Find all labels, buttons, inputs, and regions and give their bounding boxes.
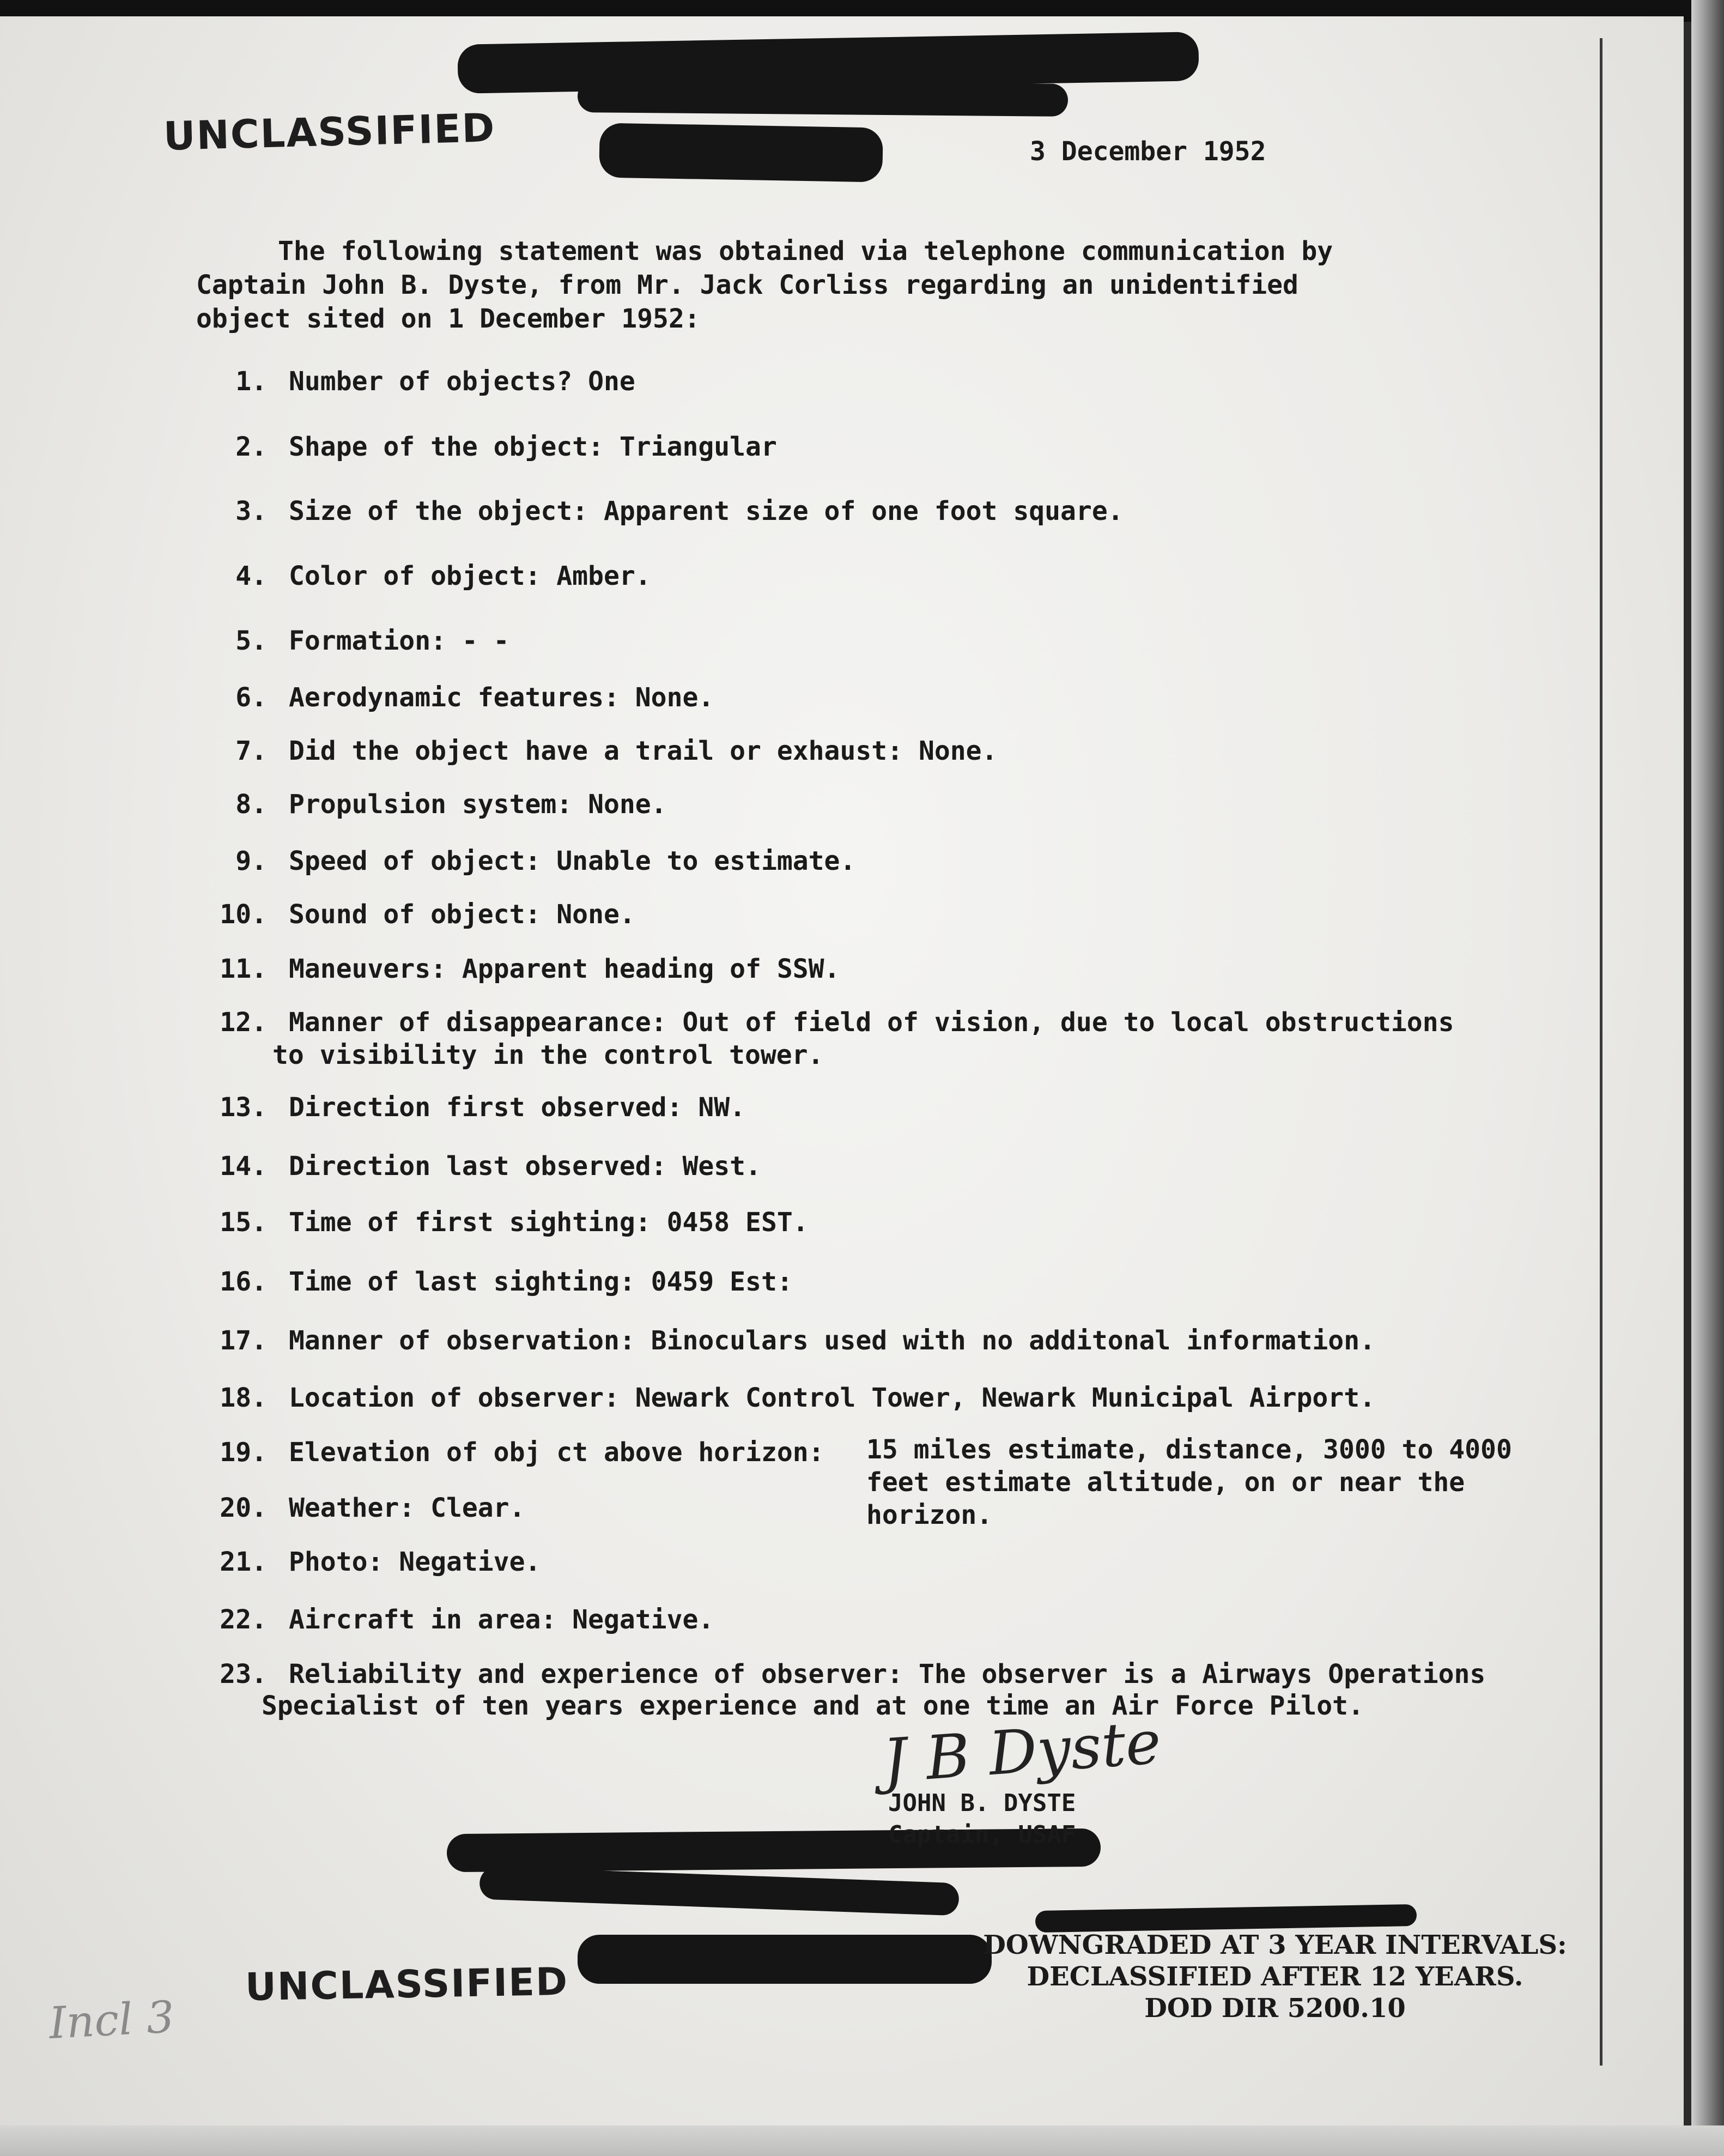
item-number: 18.	[220, 1383, 267, 1413]
item-number: 20.	[220, 1493, 267, 1523]
item-text: Shape of the object: Triangular	[289, 432, 777, 462]
item-number: 22.	[220, 1604, 267, 1635]
item-text: Speed of object: Unable to estimate.	[289, 846, 856, 876]
item-text: Reliability and experience of observer: The observer is a Airways Operations	[289, 1659, 1486, 1689]
intro-line: object sited on 1 December 1952:	[196, 304, 700, 334]
item-number: 14.	[220, 1151, 267, 1182]
list-item	[180, 681, 714, 714]
signer-name: JOHN B. DYSTE	[888, 1789, 1076, 1817]
handwritten-note: Incl 3	[47, 1991, 176, 2049]
scan-bottom-border	[0, 2125, 1724, 2156]
item-text: Size of the object: Apparent size of one foot square.	[289, 496, 1124, 526]
item-text: Elevation of obj ct above horizon:	[289, 1437, 824, 1468]
item-number: 12.	[220, 1007, 267, 1038]
item-text: Maneuvers: Apparent heading of SSW.	[289, 954, 840, 984]
redaction-mark	[578, 80, 1068, 117]
list-item	[180, 365, 635, 398]
list-item	[180, 1206, 809, 1239]
downgrade-notice	[964, 1929, 1586, 2024]
downgrade-line: DOWNGRADED AT 3 YEAR INTERVALS:	[983, 1930, 1567, 1960]
list-item	[180, 1658, 1485, 1691]
item-number: 10.	[220, 899, 267, 930]
item-text: Weather: Clear.	[289, 1493, 525, 1523]
item-number: 15.	[220, 1207, 267, 1238]
handwritten-signature: J B Dyste	[881, 1707, 1163, 1796]
item-number: 13.	[220, 1092, 267, 1123]
list-item	[180, 560, 651, 592]
item-text: Manner of observation: Binoculars used with no additonal information.	[289, 1325, 1375, 1356]
item-text: Aircraft in area: Negative.	[289, 1604, 714, 1635]
item-text: Manner of disappearance: Out of field of vision, due to local obstructions	[289, 1007, 1454, 1038]
list-item	[180, 898, 635, 931]
item-number: 8.	[235, 789, 267, 820]
classification-stamp-top: UNCLASSIFIED	[163, 105, 496, 159]
list-item	[180, 735, 997, 767]
item-19-answer	[866, 1433, 1512, 1531]
item-number: 9.	[235, 846, 267, 876]
list-item	[180, 1150, 761, 1183]
item-text: Time of first sighting: 0458 EST.	[289, 1207, 809, 1238]
item-number: 19.	[220, 1437, 267, 1468]
item-text: Formation: - -	[289, 626, 509, 656]
item-19-answer-line: horizon.	[866, 1500, 993, 1530]
item-number: 21.	[220, 1547, 267, 1577]
list-item	[180, 1546, 541, 1578]
list-item	[180, 845, 855, 877]
list-item	[180, 1006, 1454, 1039]
item-text: Photo: Negative.	[289, 1547, 541, 1577]
item-continuation: Specialist of ten years experience and at one time an Air Force Pilot.	[262, 1691, 1364, 1721]
signature-block	[888, 1788, 1076, 1851]
document-date: 3 December 1952	[1030, 136, 1266, 167]
item-number: 7.	[235, 736, 267, 766]
list-item	[180, 1265, 793, 1298]
item-number: 23.	[220, 1659, 267, 1689]
item-number: 16.	[220, 1267, 267, 1297]
item-text: Time of last sighting: 0459 Est:	[289, 1267, 793, 1297]
intro-line: Captain John B. Dyste, from Mr. Jack Corliss regarding an unidentified	[196, 270, 1298, 300]
item-text: Aerodynamic features: None.	[289, 682, 714, 713]
item-number: 1.	[235, 366, 267, 397]
item-text: Propulsion system: None.	[289, 789, 667, 820]
item-text: Direction last observed: West.	[289, 1151, 761, 1182]
item-text: Sound of object: None.	[289, 899, 635, 930]
list-item	[180, 1324, 1375, 1357]
list-item	[180, 495, 1124, 528]
intro-paragraph	[196, 234, 1580, 336]
list-item	[180, 1603, 714, 1636]
list-item	[180, 1382, 1375, 1414]
item-number: 6.	[235, 682, 267, 713]
intro-line: The following statement was obtained via telephone communication by	[278, 236, 1333, 267]
list-item	[180, 788, 667, 821]
signer-title: Captain, USAF	[888, 1821, 1076, 1849]
downgrade-line: DOD DIR 5200.10	[1144, 1993, 1406, 2024]
item-number: 4.	[235, 561, 267, 591]
list-item	[180, 953, 840, 985]
downgrade-line: DECLASSIFIED AFTER 12 YEARS.	[1027, 1961, 1523, 1992]
item-19-answer-line: 15 miles estimate, distance, 3000 to 4000	[866, 1434, 1512, 1465]
list-item	[180, 1492, 525, 1524]
item-number: 2.	[235, 432, 267, 462]
list-item	[180, 1436, 824, 1469]
scan-right-border	[1691, 0, 1724, 2156]
item-continuation: to visibility in the control tower.	[272, 1040, 824, 1070]
item-number: 17.	[220, 1325, 267, 1356]
page-edge-rule	[1600, 38, 1602, 2066]
redaction-mark	[578, 1935, 992, 1984]
item-text: Did the object have a trail or exhaust: None.	[289, 736, 998, 766]
item-number: 11.	[220, 954, 267, 984]
item-text: Number of objects? One	[289, 366, 635, 397]
item-19-answer-line: feet estimate altitude, on or near the	[866, 1467, 1465, 1498]
list-item	[180, 625, 509, 657]
item-number: 5.	[235, 626, 267, 656]
item-text: Location of observer: Newark Control Tower, Newark Municipal Airport.	[289, 1383, 1375, 1413]
item-text: Color of object: Amber.	[289, 561, 651, 591]
redaction-mark	[599, 123, 883, 182]
item-text: Direction first observed: NW.	[289, 1092, 746, 1123]
item-number: 3.	[235, 496, 267, 526]
classification-stamp-bottom: UNCLASSIFIED	[245, 1959, 569, 2010]
list-item	[180, 1091, 745, 1124]
list-item	[180, 431, 777, 463]
